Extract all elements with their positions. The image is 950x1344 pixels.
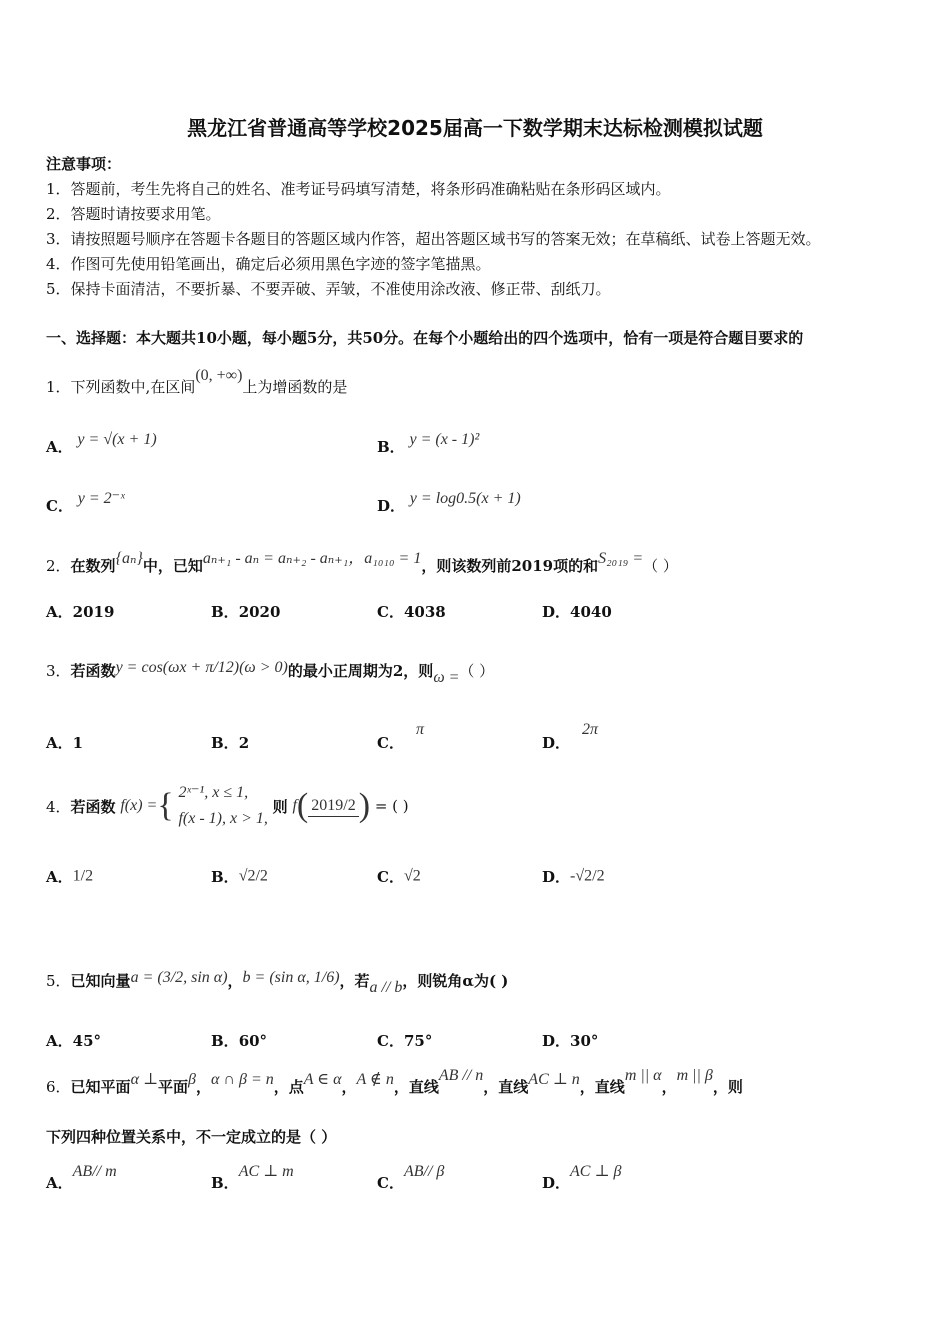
option-c[interactable] [377, 721, 424, 753]
question-text: ，直线 [393, 1078, 439, 1096]
math-omega: ω = [433, 669, 460, 686]
option-a[interactable] [46, 866, 93, 887]
question-text: 若函数 [70, 797, 116, 816]
math-expression: y = 2⁻ˣ [77, 490, 125, 507]
option-value: 2019 [72, 603, 115, 621]
math-vector-a: a = (3/2, sin α) [130, 969, 228, 986]
question-4 [46, 780, 409, 832]
math-expression: AB// m [72, 1163, 117, 1180]
question-text: 若函数 [70, 662, 116, 680]
math-arg: 2019/2 [308, 796, 358, 817]
question-3 [46, 659, 495, 686]
notice-item: 5．保持卡面清洁，不要折暴、不要弄破、弄皱，不准使用涂改液、修正带、刮纸刀。 [46, 280, 611, 298]
math-expression: -√2/2 [570, 867, 605, 885]
option-label: A． [46, 603, 73, 621]
option-value: 1 [72, 734, 84, 752]
question-text: ， [196, 1078, 212, 1096]
math-parallel: a // b [369, 979, 403, 996]
option-label: D． [542, 868, 571, 886]
question-text: 在数列 [70, 557, 116, 575]
option-label: B． [211, 603, 239, 621]
question-6-line-2: 下列四种位置关系中，不一定成立的是（ ） [46, 1128, 337, 1146]
option-label: B． [211, 868, 239, 886]
option-label: C． [46, 497, 73, 515]
option-label: D． [542, 603, 571, 621]
math-expression: y = log0.5(x + 1) [409, 490, 521, 507]
math-fname: f(x) = [120, 797, 158, 814]
question-text: ，若 [339, 972, 370, 990]
option-value: 30° [570, 1032, 599, 1050]
question-text: ，点 [273, 1078, 304, 1096]
option-label: C． [377, 868, 404, 886]
math-fraction [308, 796, 358, 817]
option-value: 45° [72, 1032, 102, 1050]
question-text: 已知平面 [70, 1078, 131, 1096]
question-text: 平面 [158, 1078, 189, 1096]
question-text: 已知向量 [70, 972, 131, 990]
option-label: A． [46, 1032, 73, 1050]
question-text: ，则锐角α为( ) [402, 972, 509, 990]
option-a[interactable] [46, 431, 157, 457]
option-value: 2 [238, 734, 250, 752]
math-expression: AC ⊥ β [570, 1163, 622, 1180]
option-a[interactable] [46, 601, 114, 622]
question-text: ， [341, 1078, 357, 1096]
paren-icon: ( [296, 787, 309, 824]
option-d[interactable] [542, 866, 605, 887]
section-heading: 一、选择题：本大题共10小题，每小题5分，共50分。在每个小题给出的四个选项中，恰有一项是符合题目要求的 [46, 329, 804, 347]
option-label: D． [377, 497, 406, 515]
question-text: ，直线 [483, 1078, 529, 1096]
question-6 [46, 1067, 743, 1097]
option-b[interactable] [211, 866, 268, 887]
math-expression: y = (x - 1)² [409, 431, 480, 448]
option-b[interactable] [211, 732, 249, 753]
math-notin: A ∉ n [356, 1071, 394, 1088]
notice-item: 1．答题前，考生先将自己的姓名、准考证号码填写清楚，将条形码准确粘贴在条形码区域内。 [46, 180, 671, 198]
option-label: B． [211, 1032, 239, 1050]
option-value: 4038 [403, 603, 446, 621]
option-label: C． [377, 603, 404, 621]
option-d[interactable] [542, 1163, 622, 1193]
page-title: 黑龙江省普通高等学校2025届高一下数学期末达标检测模拟试题 [187, 116, 763, 140]
option-label: D． [542, 734, 571, 752]
option-label: D． [542, 1032, 571, 1050]
math-m-alpha: m || α [624, 1067, 662, 1084]
option-label: A． [46, 1174, 73, 1192]
option-label: A． [46, 438, 73, 456]
option-label: B． [377, 438, 405, 456]
math-m-beta: m || β [676, 1067, 713, 1084]
math-expression: AC ⊥ m [238, 1163, 294, 1180]
option-c[interactable] [377, 1030, 432, 1051]
math-expression: y = √(x + 1) [77, 431, 157, 448]
option-d[interactable] [542, 601, 612, 622]
brace-icon: { [157, 787, 174, 824]
question-text: 中，已知 [142, 557, 203, 575]
math-condition: aₙ₊₁ - aₙ = aₙ₊₂ - aₙ₊₁，a₁₀₁₀ = 1 [202, 550, 422, 567]
math-in: A ∈ α [303, 1071, 342, 1088]
math-expression: 1/2 [72, 867, 94, 885]
notice-item: 4．作图可先使用铅笔画出，确定后必须用黑色字迹的签字笔描黑。 [46, 255, 491, 273]
piecewise [178, 780, 267, 832]
paren-icon: ) [358, 787, 371, 824]
question-1 [46, 367, 348, 397]
question-text: ，则 [712, 1078, 743, 1096]
option-b[interactable] [211, 1163, 294, 1193]
math-vector-b: b = (sin α, 1/6) [242, 969, 340, 986]
option-label: C． [377, 734, 404, 752]
option-b[interactable] [377, 431, 480, 457]
math-sequence: {aₙ} [115, 550, 143, 567]
option-label: A． [46, 868, 73, 886]
notice-item: 2．答题时请按要求用笔。 [46, 205, 221, 223]
option-label: D． [542, 1174, 571, 1192]
question-number: 4． [46, 797, 71, 816]
option-c[interactable] [377, 866, 421, 887]
option-label: B． [211, 1174, 239, 1192]
answer-paren: （ ） [643, 557, 678, 575]
option-d[interactable] [377, 490, 521, 516]
math-beta: β [188, 1071, 196, 1088]
question-number: 3． [46, 662, 71, 680]
option-b[interactable] [211, 601, 280, 622]
math-piece: 2ˣ⁻¹, x ≤ 1, [178, 784, 249, 801]
question-number: 6． [46, 1078, 71, 1096]
option-value: 60° [238, 1032, 268, 1050]
question-text: 的最小正周期为2，则 [287, 662, 434, 680]
math-interval: (0, +∞) [195, 367, 243, 384]
math-ab-n: AB // n [438, 1067, 484, 1084]
option-a[interactable] [46, 732, 83, 753]
math-fname: f [292, 797, 297, 814]
question-text: ， [227, 972, 243, 990]
option-d[interactable] [542, 1030, 598, 1051]
option-c[interactable] [377, 1163, 445, 1193]
option-label: A． [46, 734, 73, 752]
question-text: ，直线 [579, 1078, 625, 1096]
math-expression: π [415, 721, 424, 738]
option-a[interactable] [46, 1030, 101, 1051]
option-a[interactable] [46, 1163, 117, 1193]
math-expression: √2/2 [238, 867, 268, 885]
math-expression: AB// β [403, 1163, 445, 1180]
question-text: 上为增函数的是 [242, 378, 348, 396]
option-b[interactable] [211, 1030, 267, 1051]
question-number: 2． [46, 557, 71, 575]
question-text: ，则该数列前2019项的和 [421, 557, 599, 575]
answer-paren: = ( ) [374, 797, 409, 815]
math-expression: √2 [403, 867, 421, 885]
question-5 [46, 969, 509, 996]
math-intersection: α ∩ β = n [211, 1071, 274, 1088]
notice-item: 3．请按照题号顺序在答题卡各题目的答题区域内作答，超出答题区域书写的答案无效；在草稿纸、试卷上答题无效。 [46, 230, 821, 248]
question-text: 下列函数中,在区间 [70, 378, 196, 396]
option-value: 4040 [570, 603, 612, 621]
option-c[interactable] [377, 601, 446, 622]
math-expression: 2π [582, 721, 599, 738]
option-label: C． [377, 1032, 404, 1050]
question-number: 5． [46, 972, 71, 990]
question-text: ， [661, 1078, 677, 1096]
math-piece: f(x - 1), x > 1, [178, 810, 268, 827]
question-number: 1． [46, 378, 71, 396]
option-value: 75° [403, 1032, 433, 1050]
option-value: 2020 [238, 603, 281, 621]
notice-heading: 注意事项： [46, 155, 122, 173]
math-sum: S₂₀₁₉ = [598, 550, 644, 567]
math-function: y = cos(ωx + π/12)(ω > 0) [115, 659, 288, 676]
answer-paren: （ ） [459, 662, 495, 680]
math-perp: α ⊥ [130, 1071, 159, 1088]
option-label: C． [377, 1174, 404, 1192]
question-2 [46, 550, 678, 576]
question-text: 则 [272, 797, 288, 816]
option-label: B． [211, 734, 239, 752]
math-ac-n: AC ⊥ n [528, 1071, 580, 1088]
option-d[interactable] [542, 721, 599, 753]
option-c[interactable] [46, 490, 125, 516]
